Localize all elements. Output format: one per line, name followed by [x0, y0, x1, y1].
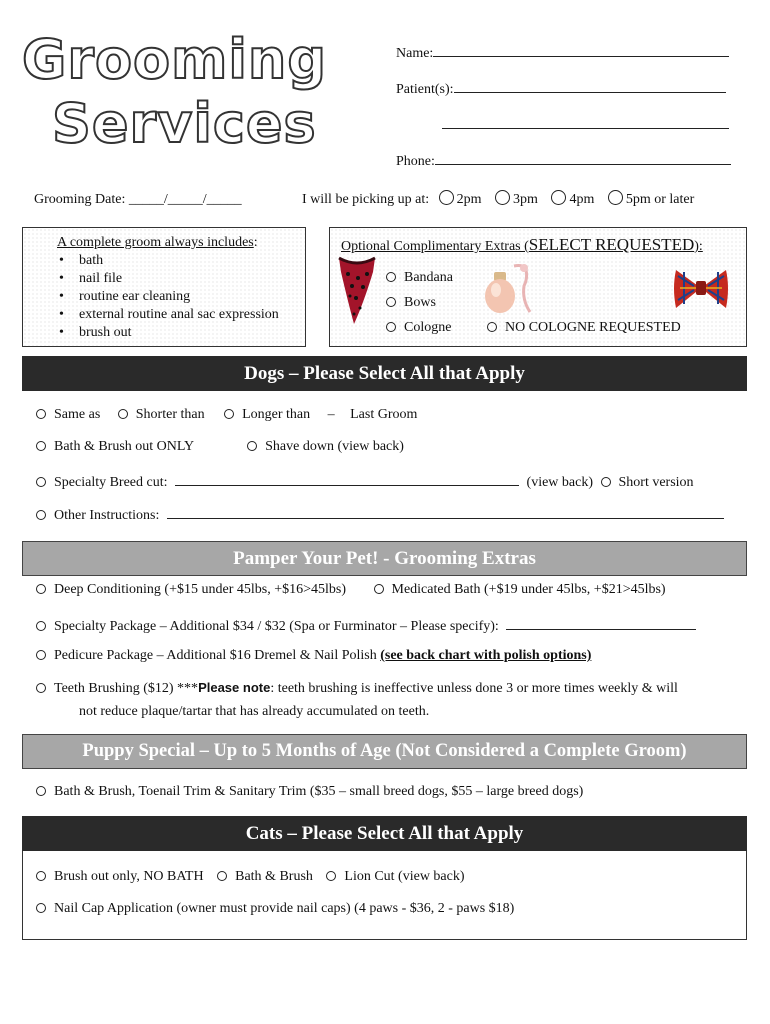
- polish-chart-link[interactable]: (see back chart with polish options): [380, 648, 592, 663]
- includes-list: [59, 252, 279, 342]
- pickup-option-2pm[interactable]: 2pm: [439, 192, 482, 207]
- dogs-row-2: [36, 439, 404, 455]
- pickup-label: I will be picking up at:: [302, 192, 430, 207]
- option-bandana[interactable]: Bandana: [386, 270, 453, 286]
- list-item: • bath: [79, 252, 279, 270]
- pickup-row: [302, 190, 694, 208]
- option-teeth-brushing[interactable]: Teeth Brushing ($12) ***: [36, 681, 198, 696]
- option-specialty-package[interactable]: Specialty Package – Additional $34 / $32 (Spa or Furminator – Please specify):: [36, 619, 499, 634]
- pamper-row-3: [36, 648, 591, 664]
- radio-icon[interactable]: [217, 871, 227, 881]
- list-item: • routine ear cleaning: [79, 288, 279, 306]
- radio-icon[interactable]: [608, 190, 623, 205]
- dogs-section-header: Dogs – Please Select All that Apply: [22, 356, 747, 391]
- phone-row: [396, 150, 731, 170]
- pamper-row-4: Teeth Brushing ($12) ***Please note: teeth brushing is ineffective unless done 3 or more times weekly & will: [36, 680, 678, 697]
- bow-image: [672, 266, 730, 312]
- radio-icon[interactable]: [386, 272, 396, 282]
- title-services: Services: [52, 92, 317, 155]
- bandana-image: [336, 254, 378, 328]
- phone-field[interactable]: [435, 150, 731, 165]
- includes-box: A complete groom always includes: • bath • nail file • routine ear cleaning • external routine anal sac expression • brush out: [22, 227, 306, 347]
- option-cat-brush-out[interactable]: Brush out only, NO BATH: [36, 869, 204, 884]
- title-grooming: Grooming: [22, 28, 328, 91]
- option-cat-lion-cut[interactable]: Lion Cut (view back): [326, 869, 464, 884]
- option-no-cologne[interactable]: NO COLOGNE REQUESTED: [487, 320, 681, 336]
- radio-icon[interactable]: [439, 190, 454, 205]
- pamper-row-1: [36, 582, 666, 598]
- option-nail-cap[interactable]: Nail Cap Application (owner must provide nail caps) (4 paws - $36, 2 - paws $18): [36, 901, 514, 916]
- patients-label: Patient(s):: [396, 82, 454, 97]
- radio-icon[interactable]: [601, 477, 611, 487]
- radio-icon[interactable]: [551, 190, 566, 205]
- puppy-row: [36, 784, 583, 800]
- pickup-option-3pm[interactable]: 3pm: [495, 192, 538, 207]
- phone-label: Phone:: [396, 154, 435, 169]
- option-pedicure-package[interactable]: Pedicure Package – Additional $16 Dremel & Nail Polish: [36, 648, 380, 663]
- specialty-breed-field[interactable]: [175, 471, 519, 486]
- option-longer-than[interactable]: Longer than: [224, 407, 310, 422]
- puppy-section-header: Puppy Special – Up to 5 Months of Age (Not Considered a Complete Groom): [22, 734, 747, 769]
- cats-row-2: [36, 901, 514, 917]
- radio-icon[interactable]: [118, 409, 128, 419]
- radio-icon[interactable]: [326, 871, 336, 881]
- option-shorter-than[interactable]: Shorter than: [118, 407, 205, 422]
- patients-field-2[interactable]: [442, 114, 729, 134]
- specialty-package-field[interactable]: [506, 615, 696, 630]
- option-puppy-bath-brush[interactable]: Bath & Brush, Toenail Trim & Sanitary Trim ($35 – small breed dogs, $55 – large breed dogs): [36, 784, 583, 799]
- list-item: • nail file: [79, 270, 279, 288]
- cats-section-header: Cats – Please Select All that Apply: [22, 816, 747, 851]
- pamper-row-2: [36, 615, 696, 635]
- radio-icon[interactable]: [36, 510, 46, 520]
- radio-icon[interactable]: [36, 621, 46, 631]
- radio-icon[interactable]: [224, 409, 234, 419]
- option-same-as[interactable]: Same as: [36, 407, 100, 422]
- cologne-bottle-image: [480, 260, 538, 316]
- teeth-note: not reduce plaque/tartar that has already accumulated on teeth.: [79, 704, 430, 719]
- option-shave-down[interactable]: Shave down (view back): [247, 439, 404, 454]
- radio-icon[interactable]: [36, 650, 46, 660]
- option-specialty-breed-cut[interactable]: Specialty Breed cut:: [36, 475, 168, 490]
- radio-icon[interactable]: [386, 322, 396, 332]
- option-deep-conditioning[interactable]: Deep Conditioning (+$15 under 45lbs, +$16>45lbs): [36, 582, 346, 597]
- pickup-option-5pm[interactable]: 5pm or later: [608, 192, 694, 207]
- name-row: [396, 42, 729, 62]
- pickup-option-4pm[interactable]: 4pm: [551, 192, 594, 207]
- list-item: • external routine anal sac expression: [79, 306, 279, 324]
- name-label: Name:: [396, 46, 434, 61]
- radio-icon[interactable]: [374, 584, 384, 594]
- radio-icon[interactable]: [36, 871, 46, 881]
- radio-icon[interactable]: [36, 903, 46, 913]
- option-short-version[interactable]: Short version: [601, 475, 694, 490]
- radio-icon[interactable]: [36, 409, 46, 419]
- option-bath-brush-only[interactable]: Bath & Brush out ONLY: [36, 439, 194, 454]
- radio-icon[interactable]: [247, 441, 257, 451]
- option-medicated-bath[interactable]: Medicated Bath (+$19 under 45lbs, +$21>45lbs): [374, 582, 666, 597]
- option-other-instructions[interactable]: Other Instructions:: [36, 508, 159, 523]
- pamper-section-header: Pamper Your Pet! - Grooming Extras: [22, 541, 747, 576]
- name-field[interactable]: [433, 42, 729, 57]
- option-cat-bath-brush[interactable]: Bath & Brush: [217, 869, 313, 884]
- radio-icon[interactable]: [36, 441, 46, 451]
- radio-icon[interactable]: [36, 477, 46, 487]
- extras-heading: Optional Complimentary Extras (SELECT REQUESTED):: [341, 235, 703, 254]
- radio-icon[interactable]: [36, 786, 46, 796]
- option-cologne[interactable]: Cologne: [386, 320, 451, 336]
- radio-icon[interactable]: [36, 584, 46, 594]
- radio-icon[interactable]: [487, 322, 497, 332]
- cats-row-1: [36, 869, 465, 885]
- radio-icon[interactable]: [386, 297, 396, 307]
- includes-heading: A complete groom always includes: [57, 235, 254, 250]
- patients-row: [396, 78, 726, 98]
- radio-icon[interactable]: [36, 683, 46, 693]
- extras-box: [329, 227, 747, 347]
- grooming-date[interactable]: Grooming Date: _____/_____/_____: [34, 192, 242, 207]
- option-bows[interactable]: Bows: [386, 295, 436, 311]
- patients-field[interactable]: [454, 78, 726, 93]
- radio-icon[interactable]: [495, 190, 510, 205]
- last-groom-label: Last Groom: [350, 407, 418, 422]
- other-instructions-field[interactable]: [167, 504, 724, 519]
- list-item: • brush out: [79, 324, 279, 342]
- dogs-row-4: [36, 504, 724, 524]
- dogs-row-1: Same as Shorter than Longer than – Last Groom: [36, 407, 417, 423]
- dogs-row-3: Specialty Breed cut: (view back) Short version: [36, 471, 694, 491]
